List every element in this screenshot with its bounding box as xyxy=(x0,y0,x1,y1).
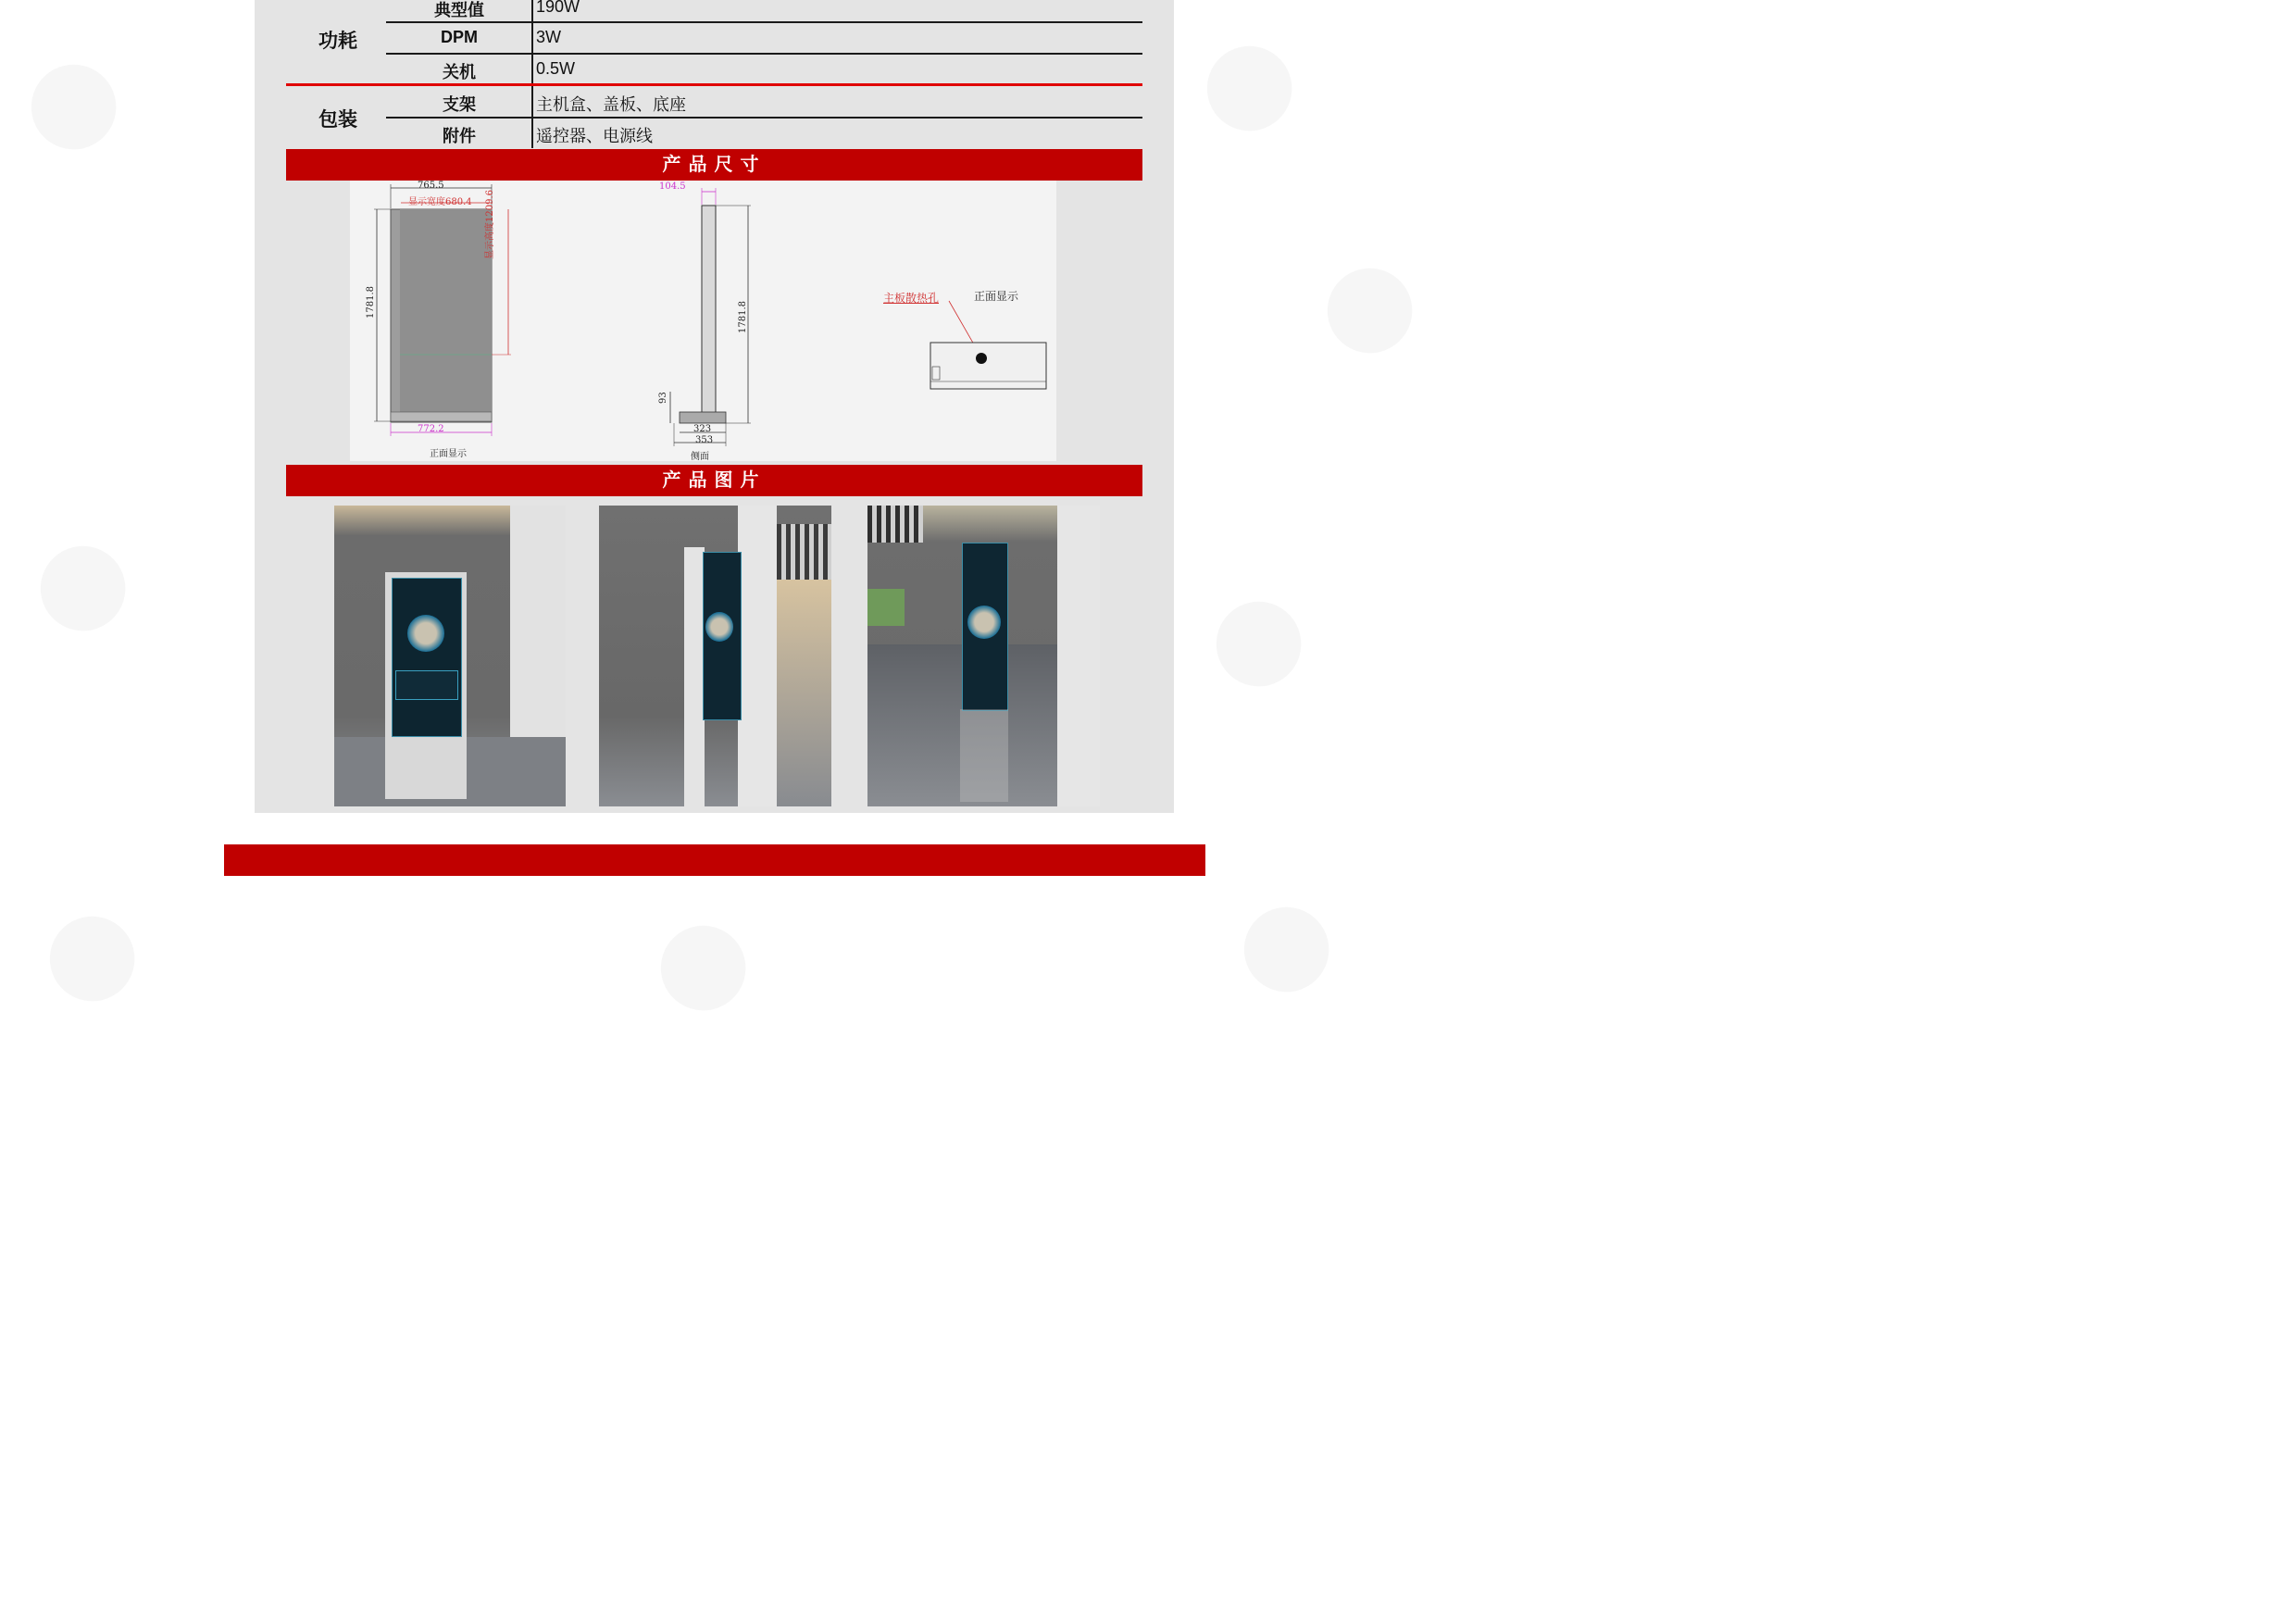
front-display-height-label: 显示高度1209.6 xyxy=(485,190,495,259)
top-view-caption: 正面显示 xyxy=(974,290,1019,303)
top-view-drawing xyxy=(917,296,1055,398)
front-total-height-label: 1781.8 xyxy=(366,286,376,319)
vent-hole-label: 主板散热孔 xyxy=(883,292,940,305)
front-display-width-label: 显示宽度680.4 xyxy=(408,197,472,207)
packaging-row-accessory-value: 遥控器、电源线 xyxy=(536,127,653,145)
footer-bar xyxy=(224,844,1205,876)
side-base-inner-label: 323 xyxy=(693,424,712,434)
front-top-width-label: 765.5 xyxy=(418,181,444,191)
power-row-off-name: 关机 xyxy=(443,63,476,81)
section-bar-dimensions xyxy=(286,149,1142,181)
packaging-row-stand-name: 支架 xyxy=(443,95,476,114)
front-bottom-width-label: 772.2 xyxy=(418,424,444,434)
side-base-outer-label: 353 xyxy=(695,435,714,445)
packaging-row-accessory-name: 附件 xyxy=(443,127,476,145)
side-total-height-label: 1781.8 xyxy=(738,301,748,333)
side-base-height-label: 93 xyxy=(658,392,668,404)
packaging-category: 包装 xyxy=(318,109,357,131)
power-row-dpm-name: DPM xyxy=(441,28,478,46)
section-bar-photos xyxy=(286,465,1142,496)
packaging-row-stand-value: 主机盒、盖板、底座 xyxy=(536,95,686,114)
front-caption: 正面显示 xyxy=(430,449,467,459)
power-row-dpm-value: 3W xyxy=(536,28,561,46)
dimensions-title: 产品尺寸 xyxy=(662,155,767,175)
power-row-typical-name: 典型值 xyxy=(434,1,484,19)
power-category: 功耗 xyxy=(318,31,357,52)
side-depth-label: 104.5 xyxy=(659,181,686,192)
power-row-typical-value: 190W xyxy=(536,0,580,16)
group-separator xyxy=(286,83,1142,86)
product-photo-2 xyxy=(599,506,831,806)
side-caption: 侧面 xyxy=(691,452,709,462)
power-row-off-value: 0.5W xyxy=(536,59,576,78)
photos-title: 产品图片 xyxy=(662,470,767,491)
product-photo-3 xyxy=(867,506,1100,806)
product-photo-1 xyxy=(334,506,566,806)
